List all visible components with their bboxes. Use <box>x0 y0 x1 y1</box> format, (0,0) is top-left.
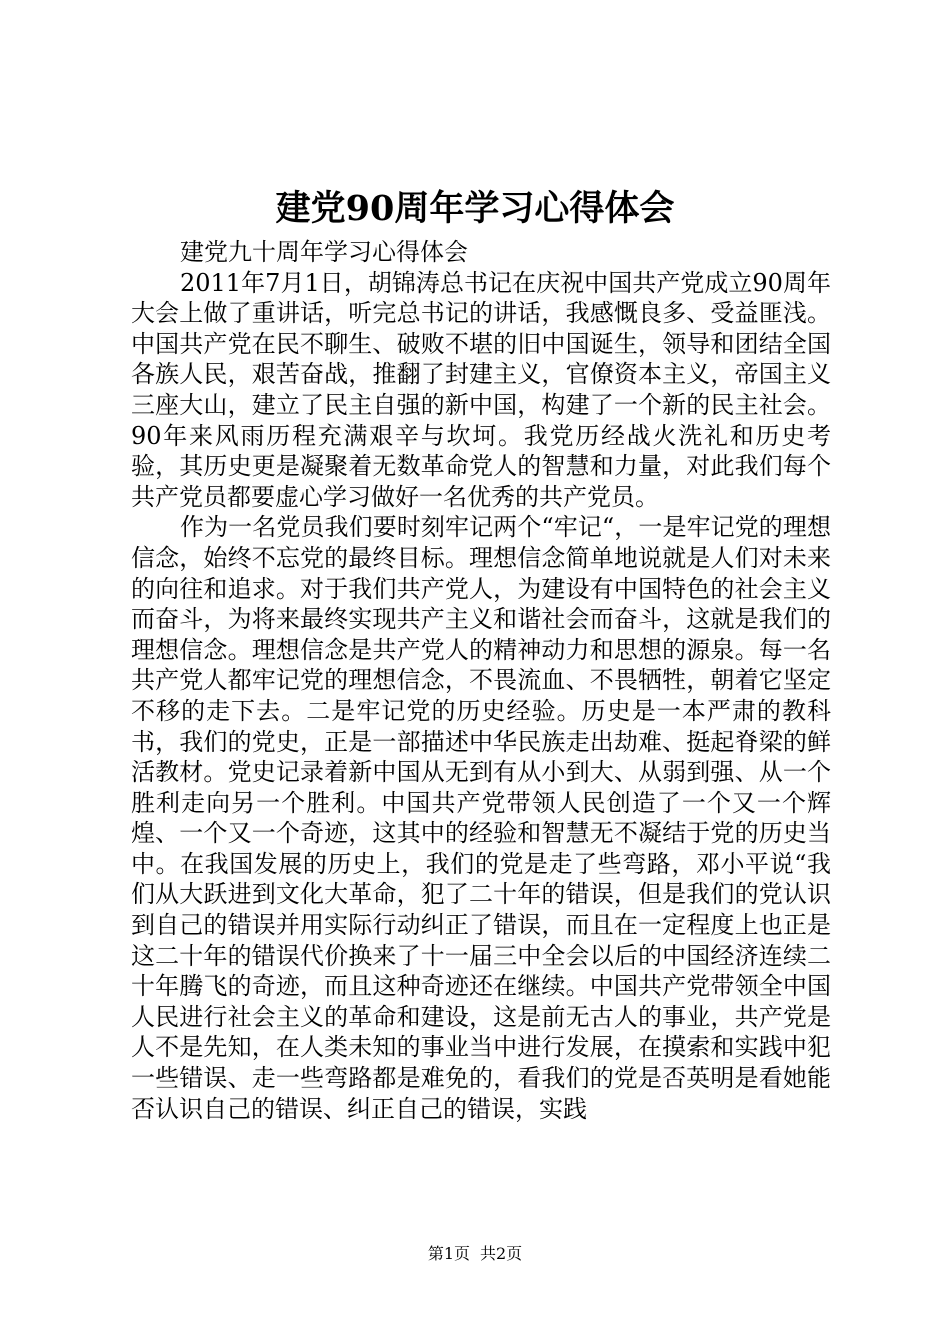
paragraph-2: 作为一名党员我们要时刻牢记两个“牢记“，一是牢记党的理想信念，始终不忘党的最终目标。理想信念简单地说就是人们对未来的向往和追求。对于我们共产党人，为建设有中国特色的社会主义而奋斗，为将来最终实现共产主义和谐社会而奋斗，这就是我们的理想信念。理想信念是共产党人的精神动力和思想的源泉。每一名共产党人都牢记党的理想信念，不畏流血、不畏牺牲，朝着它坚定不移的走下去。二是牢记党的历史经验。历史是一本严肃的教科书，我们的党史，正是一部描述中华民族走出劫难、挺起脊梁的鲜活教材。党史记录着新中国从无到有从小到大、从弱到强、从一个胜利走向另一个胜利。中国共产党带领人民创造了一个又一个辉煌、一个又一个奇迹，这其中的经验和智慧无不凝结于党的历史当中。在我国发展的历史上，我们的党是走了些弯路，邓小平说“我们从大跃进到文化大革命，犯了二十年的错误，但是我们的党认识到自己的错误并用实际行动纠正了错误，而且在一定程度上也正是这二十年的错误代价换来了十一届三中全会以后的中国经济连续二十年腾飞的奇迹，而且这种奇迹还在继续。中国共产党带领全中国人民进行社会主义的革命和建设，这是前无古人的事业，共产党是人不是先知，在人类未知的事业当中进行发展，在摸索和实践中犯一些错误、走一些弯路都是难免的，看我们的党是否英明是看她能否认识自己的错误、纠正自己的错误，实践 <box>131 513 831 1123</box>
page-footer <box>0 1244 950 1264</box>
page-number-current: 第1页 <box>427 1244 470 1263</box>
document-body <box>131 237 831 1124</box>
paragraph-subtitle: 建党九十周年学习心得体会 <box>180 238 468 266</box>
paragraph-1: 2011年7月1日，胡锦涛总书记在庆祝中国共产党成立90周年大会上做了重讲话，听完总书记的讲话，我感慨良多、受益匪浅。中国共产党在民不聊生、破败不堪的旧中国诞生，领导和团结全国各族人民，艰苦奋战，推翻了封建主义，官僚资本主义，帝国主义三座大山，建立了民主自强的新中国，构建了一个新的民主社会。90年来风雨历程充满艰辛与坎坷。我党历经战火洗礼和历史考验，其历史更是凝聚着无数革命党人的智慧和力量，对此我们每个共产党员都要虚心学习做好一名优秀的共产党员。 <box>131 268 831 511</box>
page-number-total: 共2页 <box>480 1244 523 1263</box>
document-title: 建党90周年学习心得体会 <box>275 188 675 229</box>
